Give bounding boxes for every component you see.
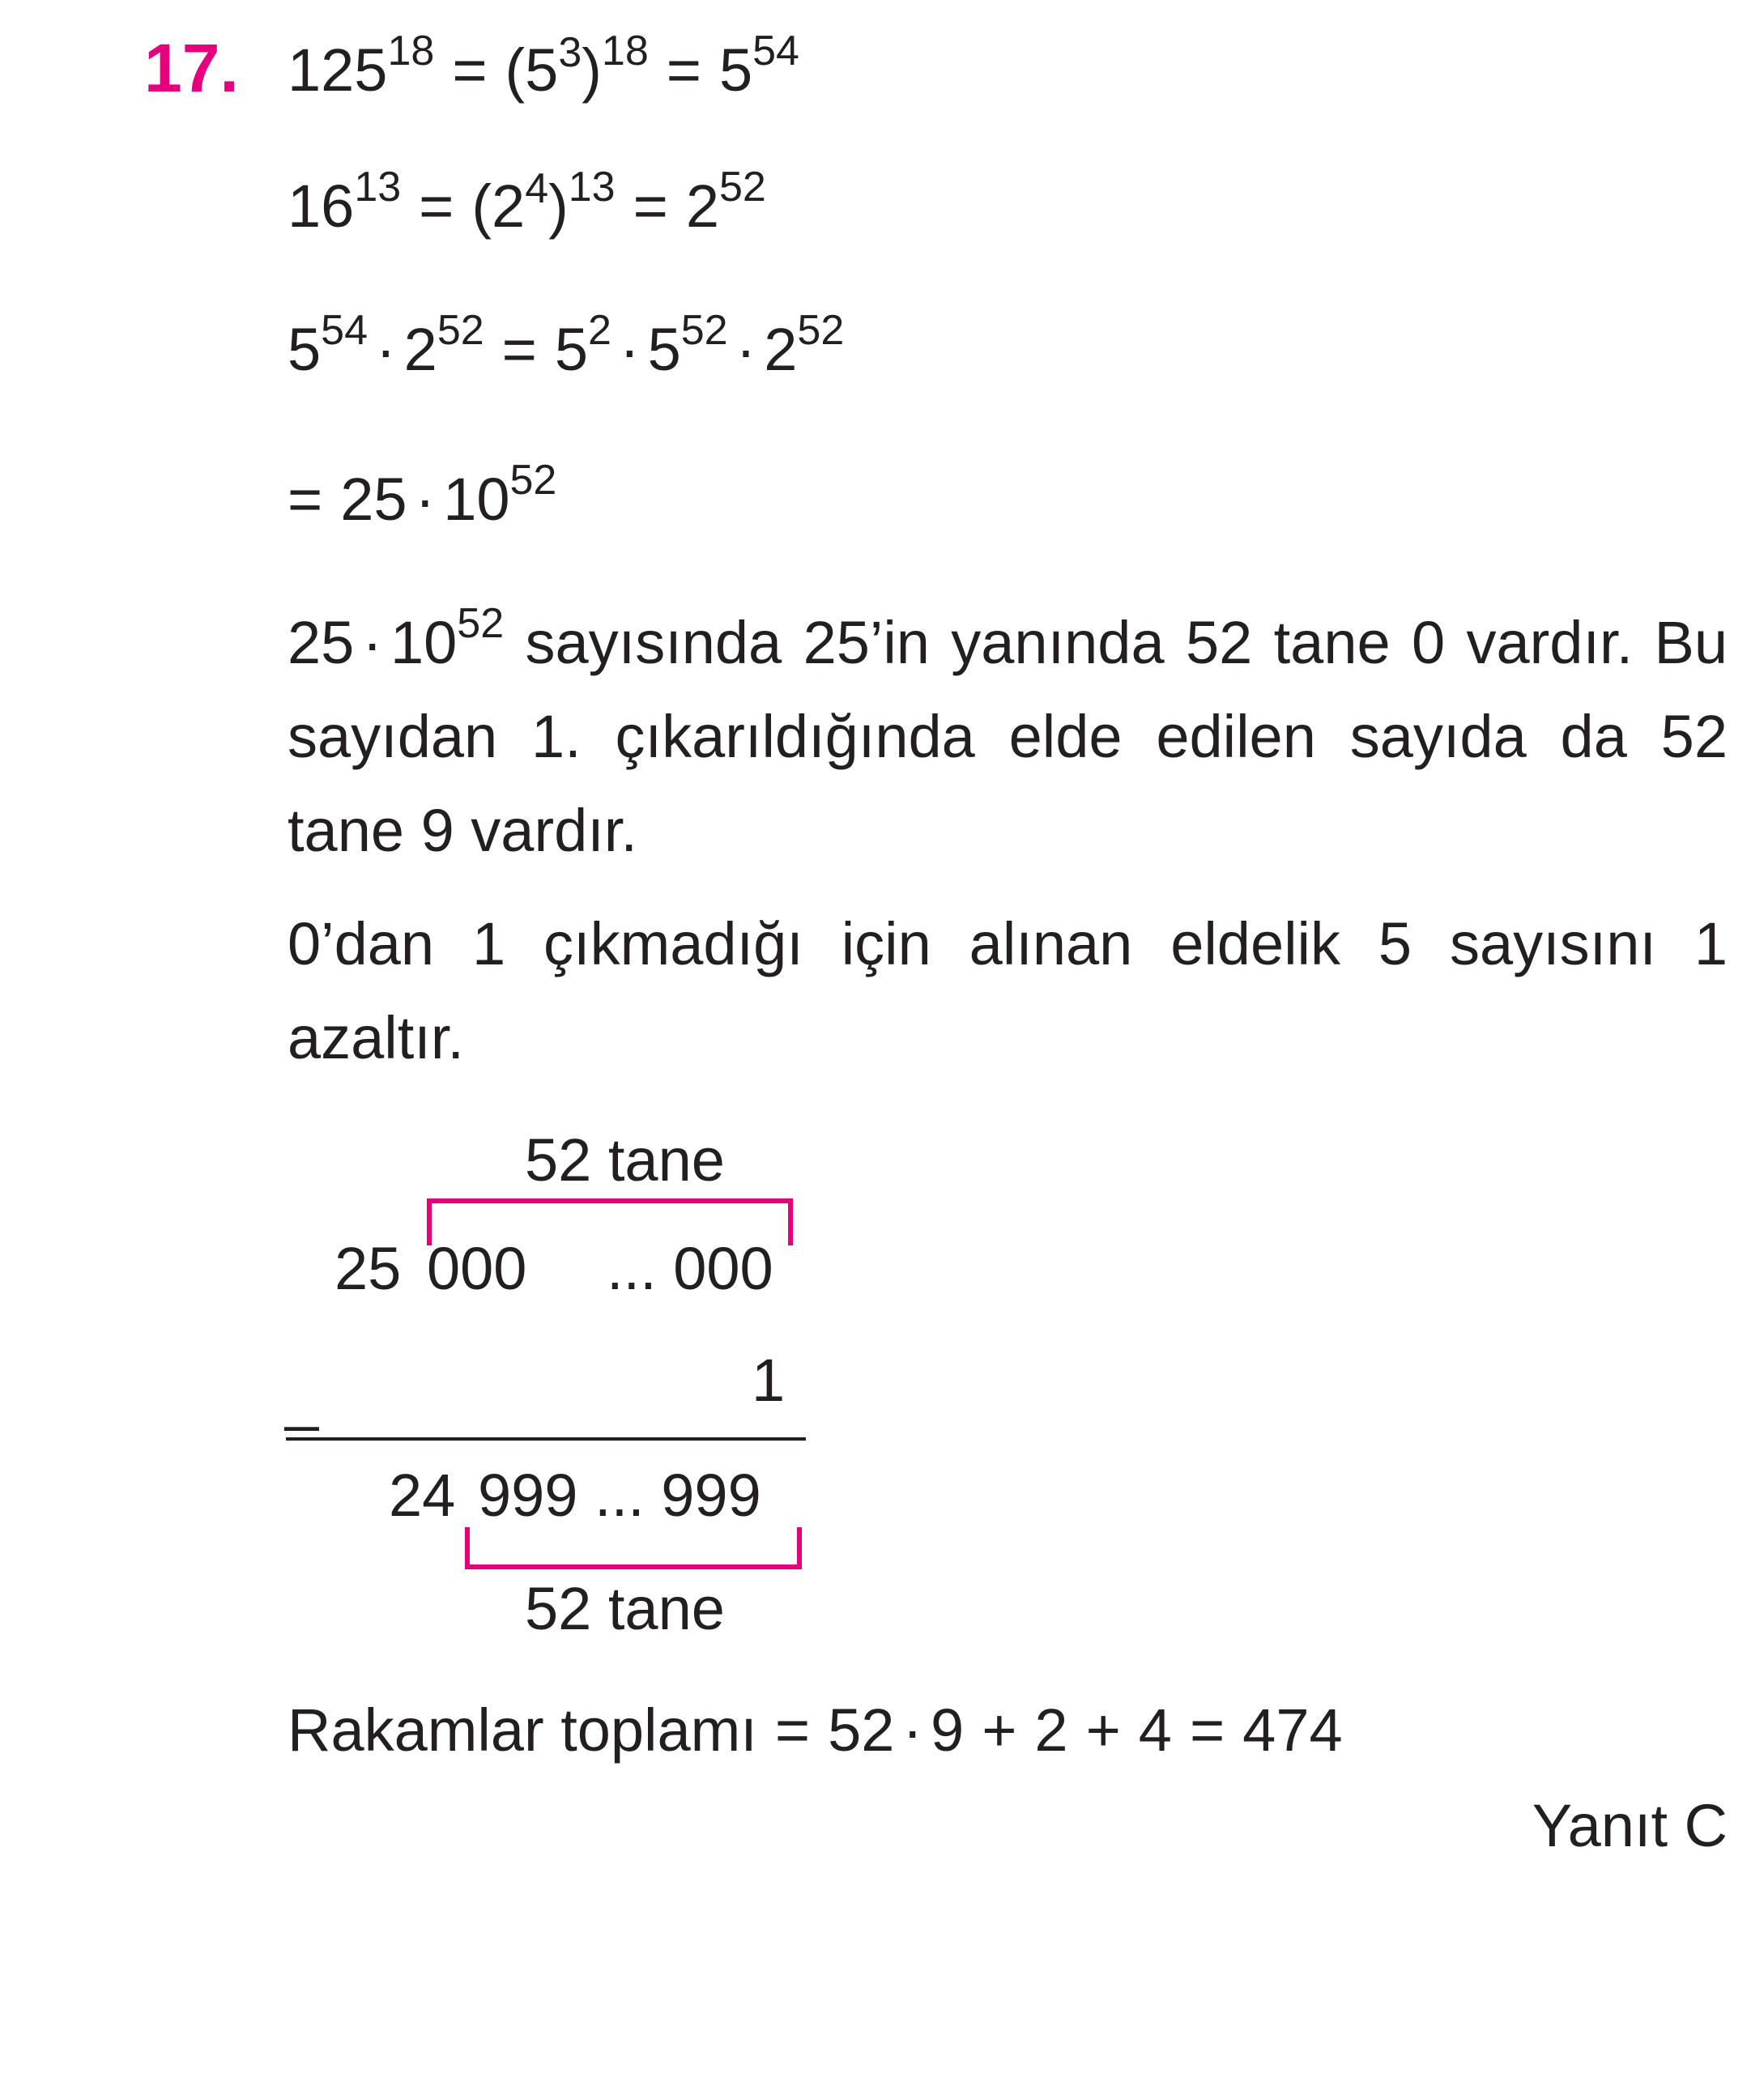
eq2-base: 16	[288, 172, 355, 240]
paragraph-1	[288, 596, 1728, 878]
eq4-term-b-exponent: 52	[509, 456, 557, 504]
eq1-result-exponent: 54	[752, 27, 799, 74]
eq2-paren-close: )	[548, 172, 569, 240]
sum-plus-2: +	[1085, 1696, 1121, 1764]
sum-term-a: 52	[828, 1696, 895, 1764]
equation-4	[288, 456, 557, 533]
equation-3	[288, 306, 845, 383]
eq4-equals: =	[288, 466, 323, 533]
equation-1	[288, 27, 799, 104]
eq1-inner-exponent: 3	[558, 28, 582, 76]
sum-equals-1: =	[774, 1696, 811, 1764]
eq4-term-a: 25	[340, 466, 407, 533]
minuend-trailing-zeros: ... 000	[607, 1235, 773, 1302]
eq3-term-b: 2	[403, 316, 437, 383]
sum-label: Rakamlar toplamı	[288, 1696, 757, 1764]
subtrahend: 1	[752, 1347, 786, 1414]
eq3-term-c-exponent: 2	[588, 306, 611, 354]
sum-term-c: 2	[1034, 1696, 1068, 1764]
bottom-bracket	[465, 1527, 802, 1569]
eq1-outer-exponent: 18	[601, 27, 649, 74]
sum-term-b: 9	[931, 1696, 965, 1764]
question-number: 17.	[144, 30, 239, 106]
paragraph-2: 0’dan 1 çıkmadığı için alınan eldelik 5 sayısını 1 azaltır.	[288, 910, 1728, 1071]
eq3-dot-1: ·	[376, 316, 396, 383]
eq3-term-d: 5	[647, 316, 681, 383]
sum-plus-1: +	[982, 1696, 1017, 1764]
eq3-term-c: 5	[554, 316, 589, 383]
para1-term-b: 10	[390, 609, 458, 676]
sum-result: 474	[1242, 1696, 1343, 1764]
result-nines: 999 ... 999	[478, 1462, 761, 1529]
eq2-base-exponent: 13	[354, 163, 402, 211]
eq3-equals: =	[501, 316, 537, 383]
eq4-term-b: 10	[443, 466, 510, 533]
sum-term-d: 4	[1138, 1696, 1172, 1764]
eq1-paren-close: )	[582, 36, 602, 104]
eq1-paren-open: (5	[505, 36, 559, 104]
digit-sum-line	[288, 1696, 1343, 1764]
eq1-equals-2: =	[666, 36, 701, 104]
minuend-first-zeros: 000	[427, 1235, 527, 1302]
eq3-dot-2: ·	[619, 316, 640, 383]
eq3-term-a-exponent: 54	[321, 306, 368, 354]
eq2-equals-1: =	[419, 172, 454, 240]
para1-term-a: 25	[288, 609, 355, 676]
para1-term-b-exponent: 52	[457, 599, 505, 647]
eq3-term-a: 5	[288, 316, 322, 383]
eq3-dot-3: ·	[735, 316, 756, 383]
top-count-label: 52 tane	[525, 1126, 725, 1194]
eq2-outer-exponent: 13	[568, 163, 616, 211]
eq2-paren-open: (2	[471, 172, 526, 240]
eq2-inner-exponent: 4	[525, 164, 549, 212]
eq3-term-e-exponent: 52	[797, 306, 845, 354]
eq3-term-d-exponent: 52	[680, 306, 728, 354]
eq1-base-exponent: 18	[387, 27, 435, 74]
minuend-leading-digits: 25	[334, 1235, 402, 1302]
eq1-equals-1: =	[452, 36, 488, 104]
result-leading-digits: 24	[389, 1462, 456, 1529]
eq1-result-base: 5	[718, 36, 753, 104]
sum-dot: ·	[902, 1696, 923, 1764]
subtraction-line	[286, 1437, 806, 1441]
eq4-dot: ·	[415, 466, 436, 533]
eq2-result-exponent: 52	[718, 163, 766, 211]
eq3-term-b-exponent: 52	[437, 306, 484, 354]
eq2-equals-2: =	[633, 172, 668, 240]
eq1-base: 125	[288, 36, 388, 104]
sum-equals-2: =	[1189, 1696, 1225, 1764]
eq2-result-base: 2	[685, 172, 719, 240]
eq3-term-e: 2	[764, 316, 798, 383]
bottom-count-label: 52 tane	[525, 1575, 725, 1642]
para1-dot: ·	[362, 609, 382, 676]
para1-text: sayısında 25’in yanında 52 tane 0 vardır. Bu sayıdan 1. çıkarıldığında elde edilen sayıda da 52 tane 9 vardır.	[288, 609, 1728, 864]
minus-sign: _	[285, 1364, 319, 1432]
equation-2	[288, 163, 766, 240]
answer-label: Yanıt C	[1532, 1792, 1728, 1859]
